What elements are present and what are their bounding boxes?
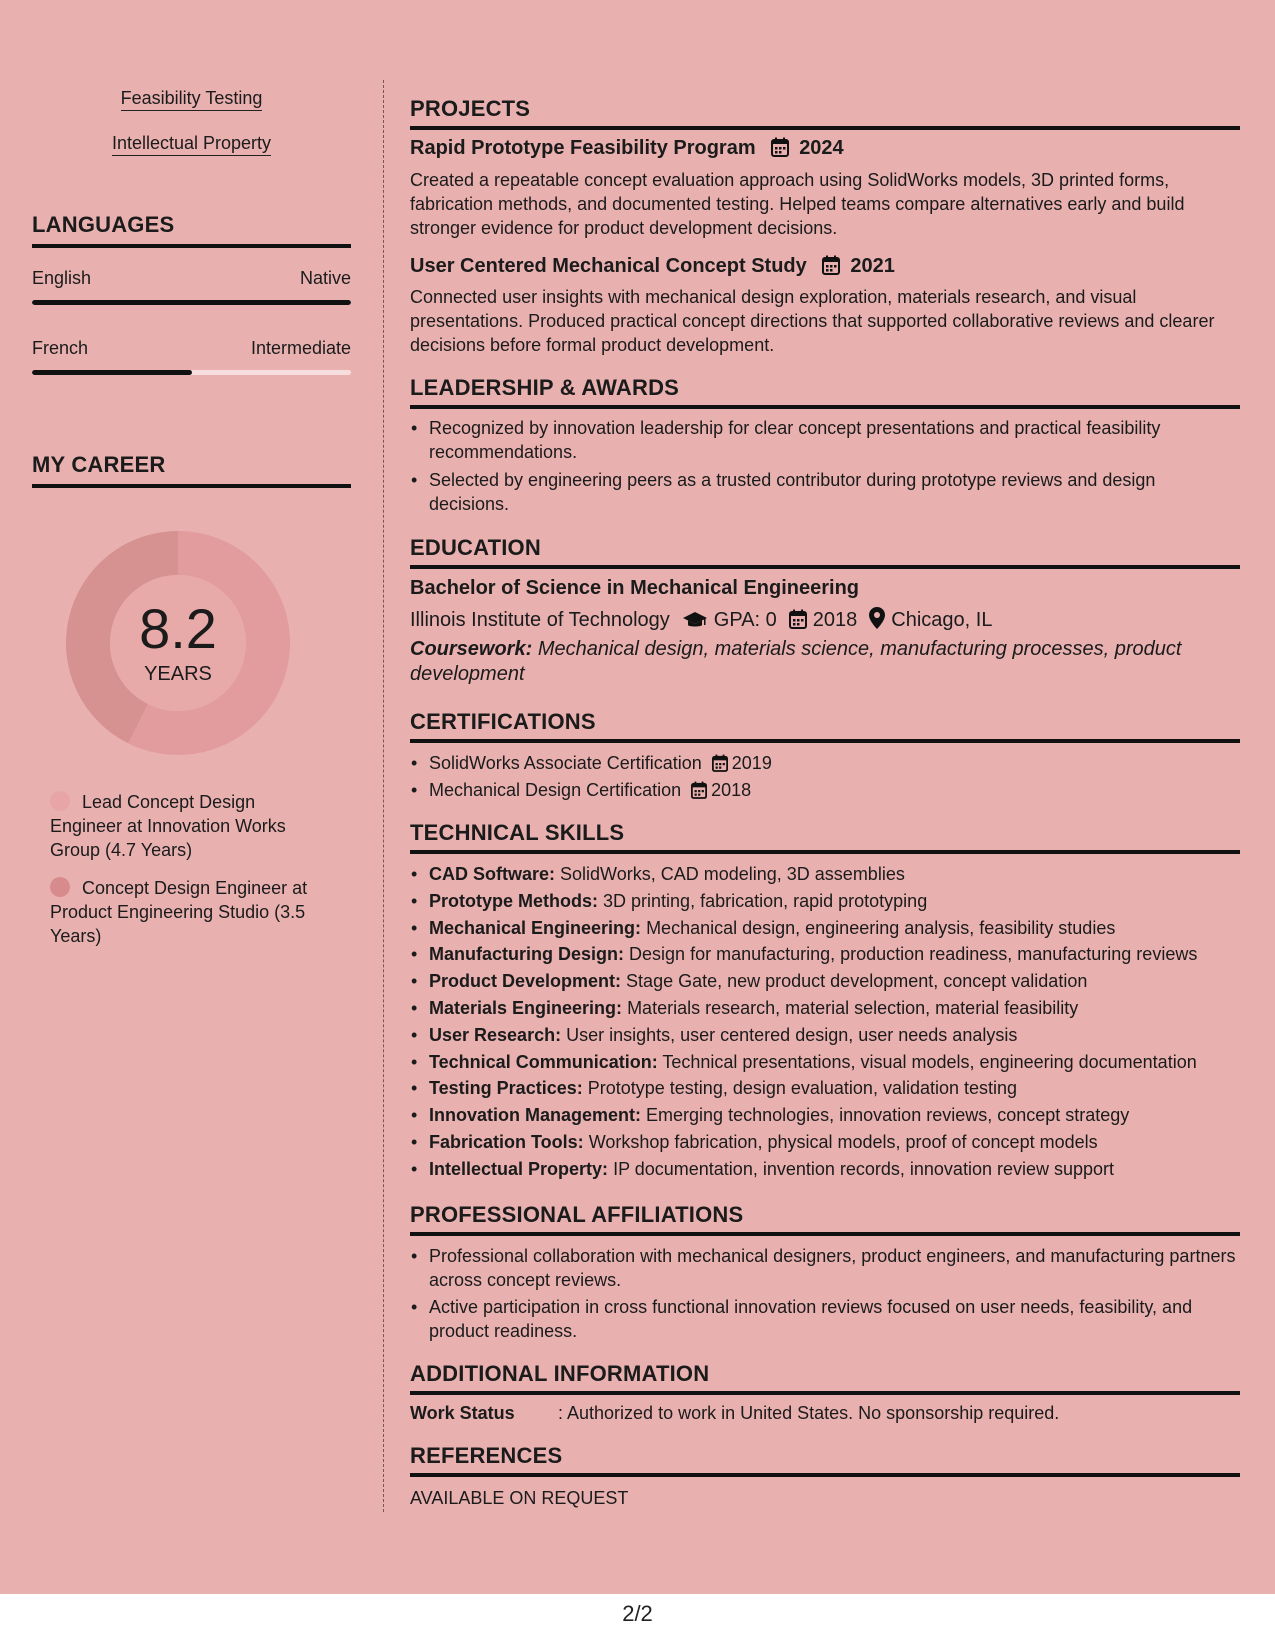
skill-value: Stage Gate, new product development, concept validation bbox=[626, 971, 1088, 992]
career-donut-chart bbox=[66, 531, 290, 755]
career-entry-text: Concept Design Engineer at Product Engineering Studio (3.5 Years) bbox=[50, 878, 308, 946]
list-item: • Professional collaboration with mechanical designers, product engineers, and manufacturing partners across concept reviews. bbox=[410, 1244, 1240, 1292]
language-proficiency-bar bbox=[32, 300, 351, 305]
project-name: Rapid Prototype Feasibility Program bbox=[410, 137, 756, 159]
skill-item bbox=[410, 1103, 1240, 1127]
language-row bbox=[32, 338, 351, 359]
skill-value: Mechanical design, engineering analysis, feasibility studies bbox=[646, 917, 1116, 938]
project-year: 2024 bbox=[799, 137, 844, 159]
skill-value: Materials research, material selection, material feasibility bbox=[627, 997, 1079, 1018]
list-item: • Selected by engineering peers as a trusted contributor during prototype reviews and design decisions. bbox=[410, 468, 1240, 516]
language-row bbox=[32, 268, 351, 289]
projects-heading: PROJECTS bbox=[410, 96, 1240, 130]
career-entry bbox=[50, 790, 330, 862]
skill-item bbox=[410, 942, 1240, 966]
leadership-list bbox=[410, 416, 1240, 516]
project-description: Connected user insights with mechanical design exploration, materials research, and visual presentations. Produced practical concept directions that supported collaborative reviews and clearer decisions before formal product development. bbox=[410, 287, 1215, 355]
language-name: English bbox=[32, 268, 92, 288]
skill-label: Testing Practices: bbox=[429, 1078, 583, 1099]
project-title bbox=[410, 137, 844, 160]
skill-item bbox=[410, 1157, 1240, 1181]
education-heading: EDUCATION bbox=[410, 535, 1240, 569]
language-proficiency-bar bbox=[32, 370, 351, 375]
calendar-icon bbox=[691, 781, 707, 799]
legend-dot bbox=[50, 877, 70, 897]
calendar-icon bbox=[789, 609, 807, 629]
skill-item bbox=[410, 1130, 1240, 1154]
skill-value: Workshop fabrication, physical models, proof of concept models bbox=[588, 1131, 1098, 1152]
skill-value: Design for manufacturing, production readiness, manufacturing reviews bbox=[629, 944, 1198, 965]
skill-tag-label: Feasibility Testing bbox=[121, 88, 263, 111]
references-heading: REFERENCES bbox=[410, 1443, 1240, 1477]
skill-tag bbox=[32, 133, 351, 154]
education-gpa: GPA: 0 bbox=[713, 609, 777, 631]
additional-info-heading: ADDITIONAL INFORMATION bbox=[410, 1361, 1240, 1395]
skill-item bbox=[410, 996, 1240, 1020]
list-item bbox=[410, 778, 1240, 802]
references-text: AVAILABLE ON REQUEST bbox=[410, 1488, 629, 1508]
skill-label: Prototype Methods: bbox=[429, 890, 598, 911]
list-item: • Recognized by innovation leadership for clear concept presentations and practical feasibility recommendations. bbox=[410, 416, 1240, 464]
career-heading: MY CAREER bbox=[32, 452, 351, 488]
skill-label: CAD Software: bbox=[429, 864, 556, 884]
language-level: Native bbox=[299, 268, 351, 288]
certifications-list bbox=[410, 751, 1240, 802]
education-degree: Bachelor of Science in Mechanical Engineering bbox=[410, 577, 860, 599]
skill-label: Mechanical Engineering: bbox=[429, 917, 642, 938]
list-item bbox=[410, 751, 1240, 775]
skill-item bbox=[410, 1023, 1240, 1047]
skill-value: Technical presentations, visual models, engineering documentation bbox=[662, 1051, 1197, 1072]
leadership-heading: LEADERSHIP & AWARDS bbox=[410, 375, 1240, 409]
skill-label: Product Development: bbox=[429, 971, 622, 992]
calendar-icon bbox=[771, 137, 789, 157]
column-divider bbox=[383, 80, 384, 1512]
list-item: • Active participation in cross functional innovation reviews focused on user needs, feasibility, and product readiness. bbox=[410, 1295, 1240, 1343]
skill-item bbox=[410, 1076, 1240, 1100]
project-description: Created a repeatable concept evaluation approach using SolidWorks models, 3D printed forms, fabrication methods, and documented testing. Helped teams compare alternatives early and build stronger evidence for product development decisions. bbox=[410, 170, 1185, 238]
education-coursework bbox=[410, 637, 1240, 687]
skill-item bbox=[410, 862, 1240, 886]
skill-label: Innovation Management: bbox=[429, 1105, 642, 1126]
certification-year: 2019 bbox=[731, 753, 772, 773]
calendar-icon bbox=[712, 754, 728, 772]
skill-tag bbox=[32, 88, 351, 109]
education-details bbox=[410, 607, 992, 632]
page-number: 2/2 bbox=[622, 1601, 653, 1626]
location-pin-icon bbox=[869, 607, 885, 629]
skill-label: User Research: bbox=[429, 1024, 562, 1045]
skill-label: Manufacturing Design: bbox=[429, 944, 625, 965]
education-location: Chicago, IL bbox=[891, 609, 993, 631]
skill-label: Technical Communication: bbox=[429, 1051, 658, 1072]
career-entry-text: Lead Concept Design Engineer at Innovation Works Group (4.7 Years) bbox=[50, 792, 286, 860]
legend-dot bbox=[50, 791, 70, 811]
skill-value: SolidWorks, CAD modeling, 3D assemblies bbox=[560, 864, 905, 884]
work-status-label: Work Status bbox=[410, 1403, 515, 1423]
affiliations-heading: PROFESSIONAL AFFILIATIONS bbox=[410, 1202, 1240, 1236]
project-title bbox=[410, 255, 895, 278]
skill-item bbox=[410, 889, 1240, 913]
skill-label: Intellectual Property: bbox=[429, 1158, 609, 1179]
certification-name: SolidWorks Associate Certification bbox=[429, 753, 702, 773]
skill-item bbox=[410, 969, 1240, 993]
skill-label: Materials Engineering: bbox=[429, 997, 623, 1018]
language-proficiency-fill bbox=[32, 370, 192, 375]
language-name: French bbox=[32, 338, 89, 358]
project-year: 2021 bbox=[850, 255, 895, 277]
skill-value: Prototype testing, design evaluation, validation testing bbox=[587, 1078, 1018, 1099]
skill-value: 3D printing, fabrication, rapid prototyping bbox=[603, 890, 928, 911]
calendar-icon bbox=[822, 255, 840, 275]
project-name: User Centered Mechanical Concept Study bbox=[410, 255, 807, 277]
skill-value: IP documentation, invention records, innovation review support bbox=[613, 1158, 1115, 1179]
coursework-text: Mechanical design, materials science, manufacturing processes, product development bbox=[410, 638, 1182, 685]
certifications-heading: CERTIFICATIONS bbox=[410, 709, 1240, 743]
skill-item bbox=[410, 916, 1240, 940]
career-total bbox=[66, 531, 290, 755]
skill-item bbox=[410, 1050, 1240, 1074]
technical-skills-list bbox=[410, 862, 1240, 1184]
languages-heading: LANGUAGES bbox=[32, 212, 351, 248]
language-level: Intermediate bbox=[250, 338, 351, 358]
technical-skills-heading: TECHNICAL SKILLS bbox=[410, 820, 1240, 854]
skill-tag-label: Intellectual Property bbox=[112, 133, 271, 156]
certification-name: Mechanical Design Certification bbox=[429, 780, 682, 800]
work-status-value: : Authorized to work in United States. No sponsorship required. bbox=[558, 1403, 1060, 1423]
skill-value: User insights, user centered design, user needs analysis bbox=[566, 1024, 1018, 1045]
affiliations-list bbox=[410, 1244, 1240, 1343]
graduation-cap-icon bbox=[682, 611, 708, 629]
education-year: 2018 bbox=[812, 609, 858, 631]
skill-value: Emerging technologies, innovation reviews, concept strategy bbox=[646, 1105, 1130, 1126]
language-proficiency-fill bbox=[32, 300, 351, 305]
career-entry bbox=[50, 876, 330, 948]
skill-label: Fabrication Tools: bbox=[429, 1131, 584, 1152]
coursework-label: Coursework: bbox=[410, 638, 533, 660]
certification-year: 2018 bbox=[711, 780, 752, 800]
career-total-unit: YEARS bbox=[144, 663, 212, 685]
education-school: Illinois Institute of Technology bbox=[410, 609, 670, 631]
career-total-value: 8.2 bbox=[139, 597, 217, 660]
